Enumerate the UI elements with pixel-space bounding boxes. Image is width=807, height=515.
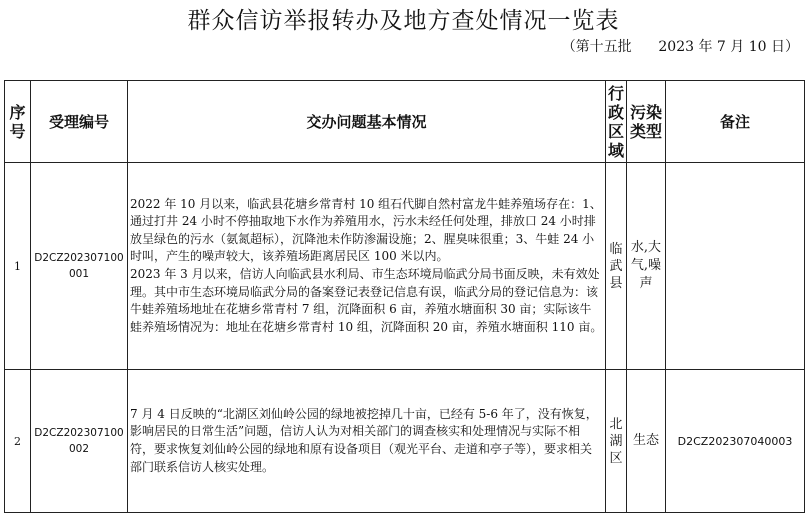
row-issue xyxy=(128,163,606,370)
header-pollution: 污染类型 xyxy=(627,81,666,163)
header-seq: 序号 xyxy=(5,81,31,163)
header-region: 行政区域 xyxy=(606,81,627,163)
row-seq: 1 xyxy=(5,163,31,370)
row-region: 临武县 xyxy=(606,163,627,370)
header-note: 备注 xyxy=(666,81,805,163)
header-id: 受理编号 xyxy=(31,81,128,163)
table-row xyxy=(5,163,805,370)
row-pollution: 水,大气,噪声 xyxy=(627,163,666,370)
document-title: 群众信访举报转办及地方查处情况一览表 xyxy=(187,8,620,34)
complaint-table xyxy=(4,80,805,513)
row-seq: 2 xyxy=(5,370,31,513)
header-issue: 交办问题基本情况 xyxy=(128,81,606,163)
issue-paragraph: 2022 年 10 月以来，临武县花塘乡常青村 10 组石代脚自然村富龙牛蛙养殖场存在：1、通过打井 24 小时不停抽取地下水作为养殖用水，污水未经任何处理，排放口 24 小时排放呈绿色的污水（氨氮超标），沉降池未作防渗漏设施；2、腥臭味很重；3、牛蛙 24 小时叫，产生的噪声较大，该养殖场距离居民区 100 米以内。 xyxy=(130,196,602,264)
row-id: D2CZ202307100002 xyxy=(31,370,128,513)
row-issue xyxy=(128,370,606,513)
row-id: D2CZ202307100001 xyxy=(31,163,128,370)
issue-paragraph: 2023 年 3 月以来，信访人向临武县水利局、市生态环境局临武分局书面反映，未有效处理。其中市生态环境局临武分局的备案登记表登记信息有误，临武分局的登记信息为：该牛蛙养殖场地址在花塘乡常青村 7 组，沉降面积 6 亩，养殖水塘面积 30 亩；实际该牛蛙养殖场情况为：地址在花塘乡常青村 10 组，沉降面积 20 亩，养殖水塘面积 110 亩。 xyxy=(130,267,603,334)
header-row xyxy=(5,81,805,163)
table-row xyxy=(5,370,805,513)
row-pollution: 生态 xyxy=(627,370,666,513)
row-note: D2CZ202307040003 xyxy=(666,370,805,513)
issue-paragraph: 7 月 4 日反映的“北湖区刘仙岭公园的绿地被挖掉几十亩，已经有 5-6 年了，没有恢复，影响居民的日常生活”问题，信访人认为对相关部门的调查核实和处理情况与实际不相符，要求恢复刘仙岭公园的绿地和原有设备项目（观光平台、走道和亭子等），要求相关部门联系信访人核实处理。 xyxy=(130,406,598,474)
batch-date: （第十五批 2023 年 7 月 10 日） xyxy=(561,39,799,55)
row-region: 北湖区 xyxy=(606,370,627,513)
row-note xyxy=(666,163,805,370)
